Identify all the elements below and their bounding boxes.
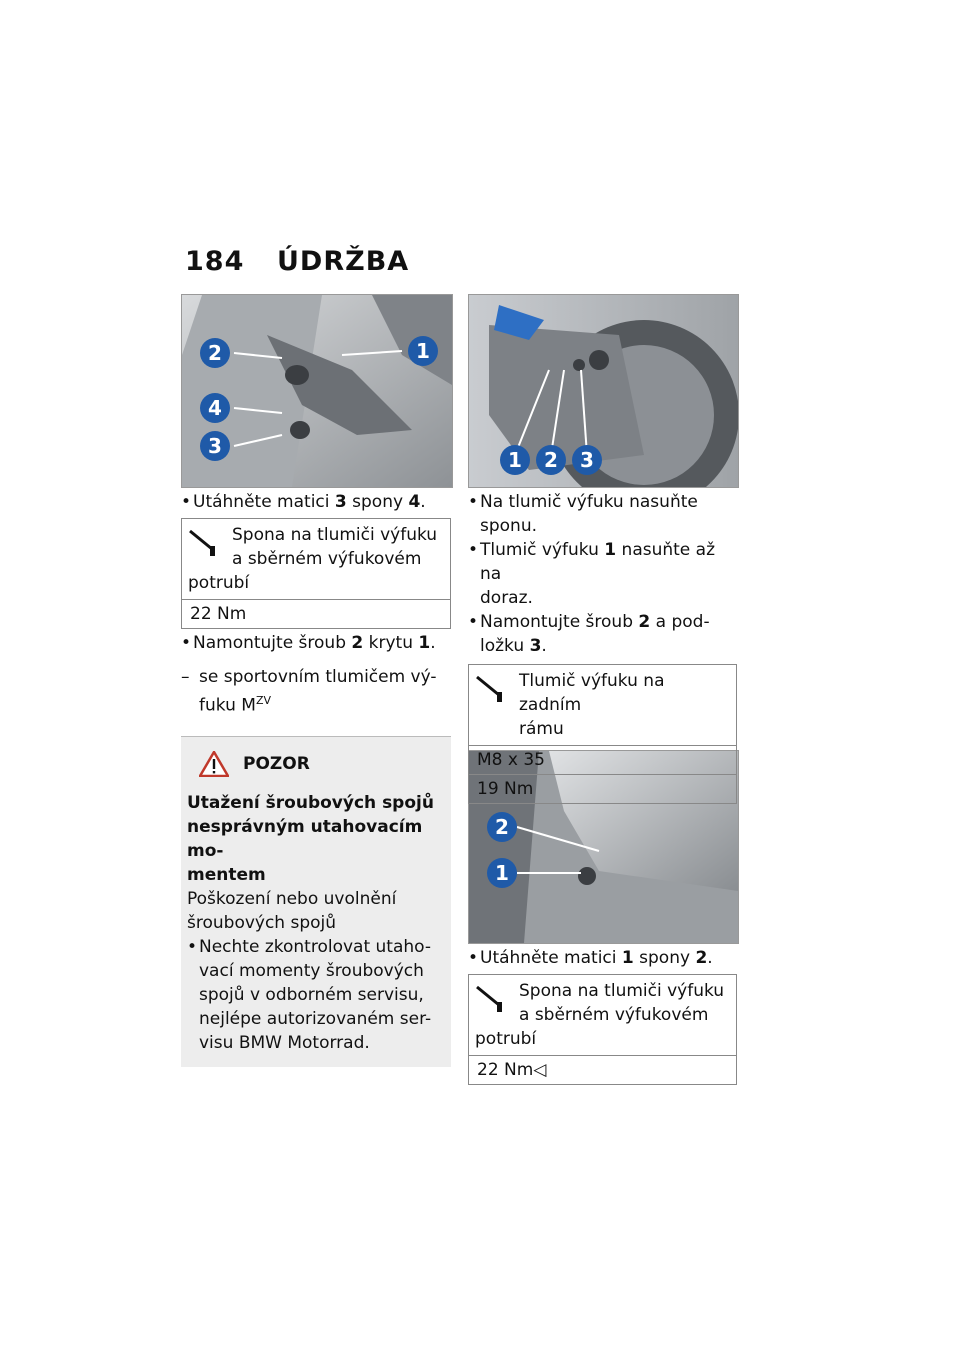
spec-value: 22 Nm◁ (469, 1055, 736, 1084)
figure3-label-2: 2 (495, 815, 509, 839)
condition-sport-silencer (181, 665, 451, 718)
figure2-label-1: 1 (508, 448, 522, 472)
torque-wrench-icon (475, 671, 509, 705)
spec-value: 22 Nm (182, 599, 450, 628)
ref-number: 3 (334, 492, 347, 512)
figure-silencer-mounting (468, 294, 739, 488)
step-mount-screw-washer (468, 610, 737, 658)
right-column-top (468, 490, 737, 804)
step-text: . (541, 636, 547, 656)
figure3-label-1: 1 (495, 861, 509, 885)
instruction-text: • Nechte zkontrolovat utaho- (199, 936, 431, 957)
left-column (181, 490, 451, 1067)
figure-exhaust-clamp (181, 294, 453, 488)
step-text: ložku (480, 636, 530, 656)
instruction-text: nejlépe autorizovaném ser- (199, 1008, 432, 1029)
ref-number: 2 (638, 612, 651, 632)
instruction-text: vací momenty šroubových (199, 960, 424, 981)
ref-number: 4 (408, 492, 421, 512)
step-text: krytu (363, 633, 419, 653)
step-text: . (430, 633, 436, 653)
ref-number: 2 (351, 633, 364, 653)
step-text: Namontujte šroub (193, 633, 352, 653)
step-text: . (707, 948, 713, 968)
step-text: Tlumič výfuku (480, 540, 605, 560)
spec-label: a sběrném výfukovém (232, 549, 422, 569)
figure1-label-1: 1 (416, 339, 430, 363)
step-text: doraz. (480, 588, 533, 608)
condition-text: – se sportovním tlumičem vý- (199, 667, 437, 687)
spec-label: Tlumič výfuku na zadním (519, 671, 665, 715)
warning-triangle-icon (199, 751, 229, 777)
warning-heading: nesprávným utahovacím mo- (187, 816, 423, 861)
step-tighten-nut (181, 490, 451, 514)
instruction-text: visu BMW Motorrad. (199, 1032, 370, 1053)
spec-label: potrubí (475, 1029, 537, 1049)
torque-spec-table (468, 664, 737, 804)
warning-instruction (187, 935, 443, 1055)
spec-value: 19 Nm (469, 774, 736, 803)
page-header (185, 246, 409, 277)
warning-heading: Utažení šroubových spojů (187, 792, 434, 813)
torque-spec-table (468, 974, 737, 1085)
figure2-label-3: 3 (580, 448, 594, 472)
warning-body: šroubových spojů (187, 912, 337, 933)
torque-wrench-icon (475, 981, 509, 1015)
step-text: Utáhněte matici (480, 948, 622, 968)
step-text: • Na tlumič výfuku nasuňte (480, 492, 698, 512)
warning-box (181, 736, 451, 1067)
torque-wrench-icon (188, 525, 222, 559)
instruction-text: spojů v odborném servisu, (199, 984, 424, 1005)
warning-body: Poškození nebo uvolnění (187, 888, 397, 909)
ref-number: 3 (529, 636, 542, 656)
step-mount-screw (181, 631, 451, 655)
spec-value: M8 x 35 (469, 745, 736, 774)
figure1-label-4: 4 (208, 396, 222, 420)
step-text: . (420, 492, 426, 512)
step-tighten-clamp-nut (468, 946, 737, 970)
spec-label: rámu (519, 719, 564, 739)
warning-title: POZOR (243, 753, 310, 774)
step-text: Utáhněte matici (193, 492, 335, 512)
spec-label: a sběrném výfukovém (519, 1005, 709, 1025)
optional-equipment-mark: ZV (255, 694, 271, 707)
spec-label: potrubí (188, 573, 250, 593)
ref-number: 1 (621, 948, 634, 968)
step-push-silencer (468, 538, 737, 610)
step-text: a pod- (650, 612, 710, 632)
page-number: 184 (185, 246, 245, 277)
step-text: Namontujte šroub (480, 612, 639, 632)
ref-number: 1 (418, 633, 431, 653)
step-text: sponu. (480, 516, 538, 536)
ref-number: 1 (604, 540, 617, 560)
condition-text: fuku M (199, 695, 256, 716)
spec-label: Spona na tlumiči výfuku (519, 981, 725, 1001)
warning-heading: mentem (187, 864, 266, 885)
step-slide-clamp (468, 490, 737, 538)
spec-label: Spona na tlumiči výfuku (232, 525, 438, 545)
figure1-label-2: 2 (208, 341, 222, 365)
torque-spec-table (181, 518, 451, 629)
ref-number: 2 (695, 948, 708, 968)
step-text: spony (346, 492, 409, 512)
right-column-bottom (468, 946, 737, 1085)
step-text: spony (633, 948, 696, 968)
step-text: nasuňte až na (480, 540, 716, 584)
figure1-label-3: 3 (208, 434, 222, 458)
chapter-title: ÚDRŽBA (277, 246, 410, 277)
figure2-label-2: 2 (544, 448, 558, 472)
